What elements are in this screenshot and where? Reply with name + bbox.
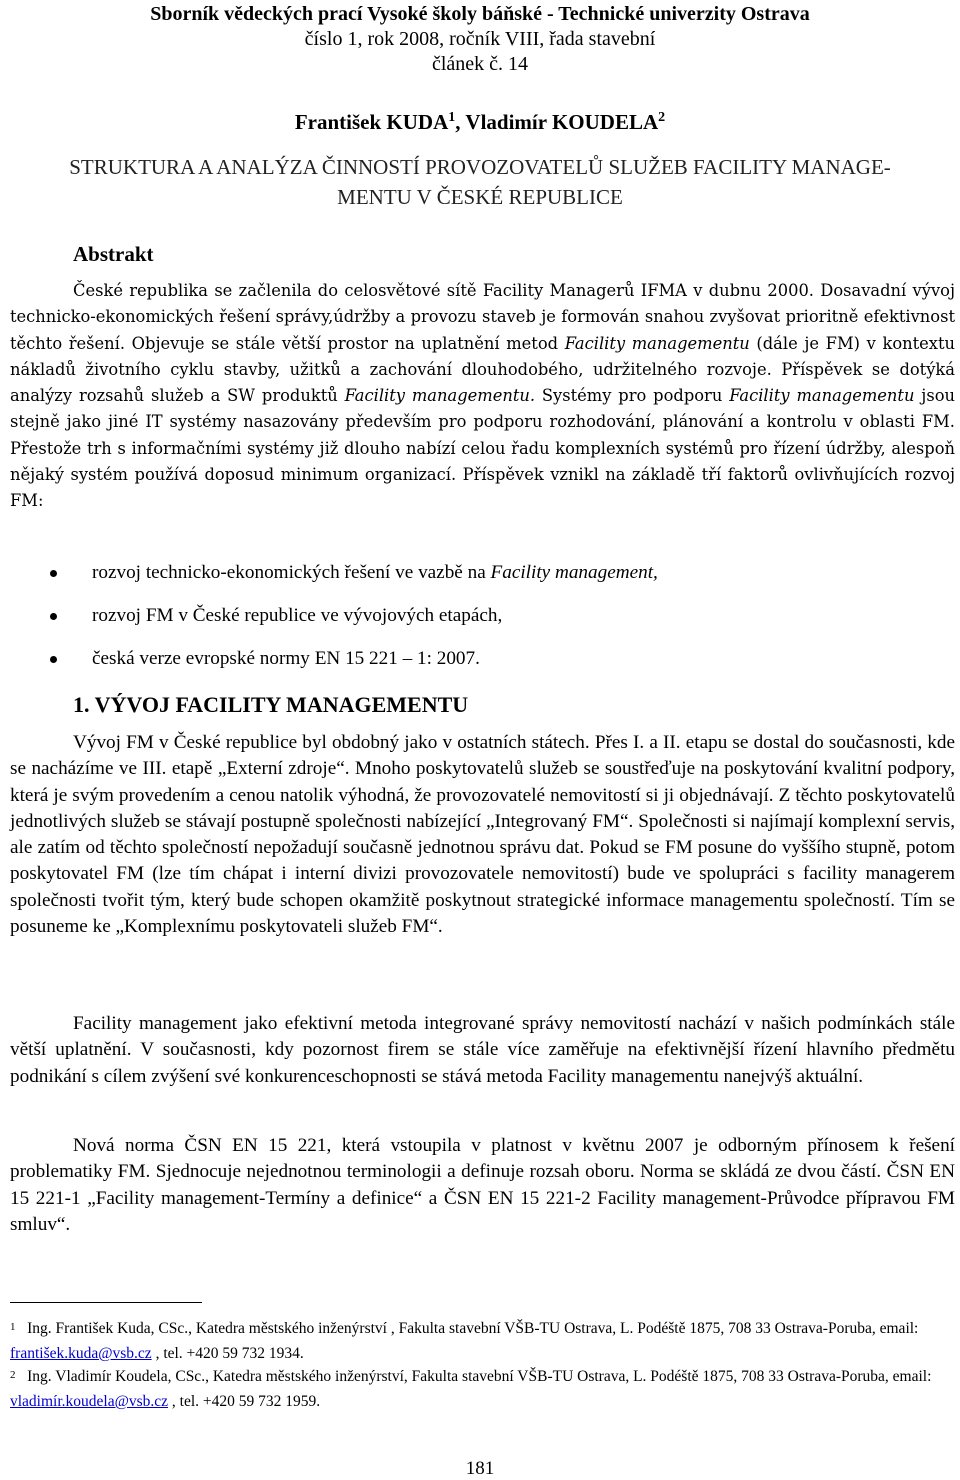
issue-line: číslo 1, rok 2008, ročník VIII, řada stavební [304,28,656,50]
footnote-1-text: Ing. František Kuda, CSc., Katedra městského inženýrství , Fakulta stavební VŠB-TU Ostrava, L. Podéště 1875, 708 33 Ostrava-Poruba, email: [27,1320,919,1337]
footnote-2-tail: , tel. +420 59 732 1959. [168,1393,321,1410]
abstract-italic-3: Facility managementu [729,386,915,406]
factor-list [10,560,950,689]
list-item [10,646,950,689]
bullet-text-3: česká verze evropské normy EN 15 221 – 1: 2007. [92,648,480,669]
bullet-icon [50,613,57,620]
author-line [0,110,960,135]
article-number: článek č. 14 [431,53,529,75]
abstract-text-3: Systémy pro podporu [535,386,730,406]
section-paragraph-1: Vývoj FM v České republice byl obdobný jako v ostatních státech. Přes I. a II. etapu se dostal do současnosti, kde se nacházíme ve III. etapě „Externí zdroje“. Mnoho poskytovatelů služeb se soustřeďuje na poskytování kvalitní podpory, která je svým provedením a cenou natolik výhodná, že provozovatelé nemovitostí si ji objednávají. Z těchto poskytovatelů jednotlivých služeb se stávají postupně společnosti nabízející „Integrovaný FM“. Společnosti si najímají komplexní servis, ale zatím od těchto společností nepožadují současně jednotnou správu dat. Pokud se FM posune do vyššího stupně, potom poskytovatel FM (lze tím chápat i interní divizi provozovatele nemovitostí) bude ve spolupráci s facility managerem společnosti tvořit tým, který bude schopen okamžitě poskytnout strategické informace managementu společností. Tím se posuneme ke „Komplexnímu poskytovateli služeb FM“. [10,732,955,938]
abstract-italic-1: Facility managementu [564,333,750,353]
bullet-icon [50,570,57,577]
bullet-icon [50,656,57,663]
footnote-2-mark: 2 [10,1369,16,1381]
section-paragraph-2: Facility management jako efektivní metoda integrované správy nemovitostí nachází v našich podmínkách stále větší uplatnění. V současnosti, kdy pozornost firem se stále více zaměřuje na efektivnější řízení hlavního předmětu podnikání s cílem zvýšení své konkurenceschopnosti se stává metoda Facility managementu nanejvýš aktuální. [10,1013,955,1087]
footnote-divider [10,1302,202,1303]
author-separator: , [455,110,466,134]
abstract-paragraph [10,278,955,515]
abstract-text-2: (dále je FM) v kontextu nákladů životního cyklu stavby, užitků a zachování dlouhodobého, udržitelného rozvoje. Příspěvek se dotýká analýzy rozsahů služeb a SW produktů [10,333,956,406]
list-item [10,560,950,603]
abstract-text-1: České republika se začlenila do celosvětové sítě Facility Managerů IFMA v dubnu 2000. Dosavadní vývoj technicko-ekonomických řešení správy,údržby a provozu staveb je formován snahou zvyšovat prioritně efektivnost těchto řešení. Objevuje se stále větší prostor na uplatnění metod [10,281,955,353]
author-2-mark: 2 [658,110,666,125]
paper-title-line-1: STRUKTURA A ANALÝZA ČINNOSTÍ PROVOZOVATELŮ SLUŽEB FACILITY MANAGE- [69,155,891,179]
journal-title: Sborník vědeckých prací Vysoké školy báňské - Technické univerzity Ostrava [150,3,810,25]
footnote-1-email-link[interactable]: františek.kuda@vsb.cz [10,1345,152,1362]
section-paragraph-3: Nová norma ČSN EN 15 221, která vstoupila v platnost v květnu 2007 je odborným přínosem k řešení problematiky FM. Sjednocuje nejednotnou terminologii a definuje rozsah oboru. Norma se skládá ze dvou částí. ČSN EN 15 221-1 „Facility management-Termíny a definice“ a ČSN EN 15 221-2 Facility management-Průvodce přípravou FM smluv“. [10,1135,955,1235]
bullet-text-2: rozvoj FM v České republice ve vývojových etapách, [92,605,503,626]
footnote-1-tail: , tel. +420 59 732 1934. [151,1345,304,1362]
author-2: Vladimír KOUDELA [465,110,659,134]
footnote-1 [10,1317,955,1366]
bullet-italic-1: Facility management, [490,562,658,583]
list-item [10,603,950,646]
section-heading: 1. VÝVOJ FACILITY MANAGEMENTU [73,692,469,717]
abstract-heading: Abstrakt [73,242,154,266]
abstract-italic-2: Facility managementu. [344,386,536,406]
paper-title-line-2: MENTU V ČESKÉ REPUBLICE [337,185,623,209]
author-1-mark: 1 [448,110,456,125]
author-1: František KUDA [294,110,449,134]
abstract-text-4: jsou stejně jako jiné IT systémy nasazovány především pro podporu rozhodování, plánování a kontrolu v oblasti FM. Přestože trh s informačními systémy již dlouho nabízí celou řadu komplexních systémů pro řízení údržby, alespoň nějaký systém používá doposud minimum organizací. Příspěvek vznikl na základě tří faktorů ovlivňujících rozvoj FM: [10,386,956,511]
footnote-1-mark: 1 [10,1321,16,1333]
footnote-2-text: Ing. Vladimír Koudela, CSc., Katedra městského inženýrství, Fakulta stavební VŠB-TU Ostrava, L. Podéště 1875, 708 33 Ostrava-Poruba, email: [27,1368,932,1385]
page-number: 181 [465,1458,495,1479]
footnote-2-email-link[interactable]: vladimír.koudela@vsb.cz [10,1393,169,1410]
footnote-2 [10,1365,955,1414]
bullet-text-1: rozvoj technicko-ekonomických řešení ve vazbě na [92,562,491,583]
